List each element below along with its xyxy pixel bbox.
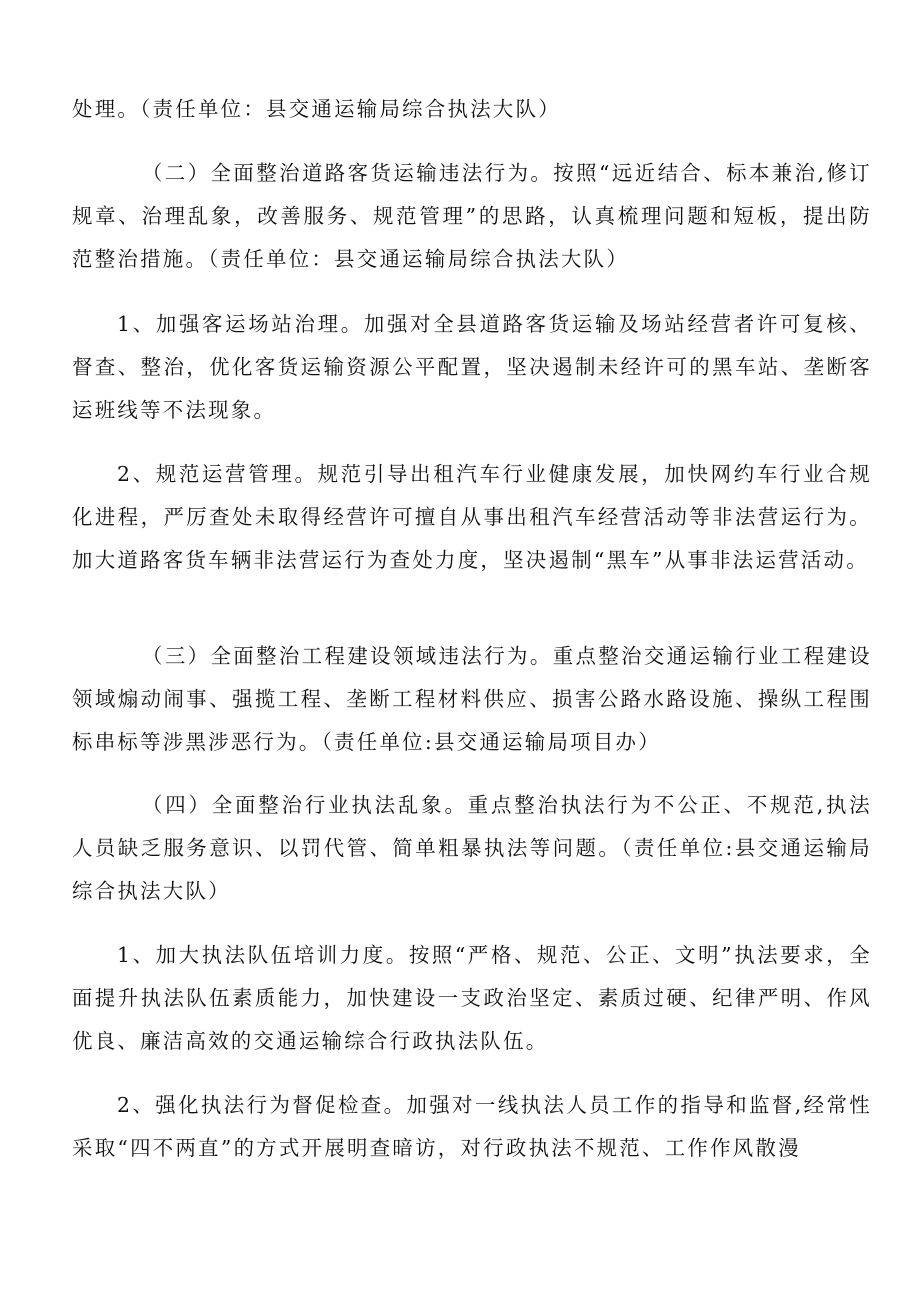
- paragraph-item-2-2: 2、规范运营管理。规范引导出租汽车行业健康发展，加快网约车行业合规化进程，严厉查处未取得经营许可擅自从事出租汽车经营活动等非法营运行为。加大道路客货车辆非法营运行为查处力度，坚决遏制“黑车”从事非法运营活动。: [72, 462, 872, 572]
- paragraph-continuation: 处理。（责任单位：县交通运输局综合执法大队）: [72, 97, 561, 121]
- paragraph-section-4: （四）全面整治行业执法乱象。重点整治执法行为不公正、不规范,执法人员缺乏服务意识、以罚代管、简单粗暴执法等问题。（责任单位:县交通运输局综合执法大队）: [72, 793, 872, 903]
- paragraph-section-2: （二）全面整治道路客货运输违法行为。按照“远近结合、标本兼治,修订规章、治理乱象，改善服务、规范管理”的思路，认真梳理问题和短板，提出防范整治措施。（责任单位：县交通运输局综合执法大队）: [72, 161, 872, 271]
- paragraph-section-3: （三）全面整治工程建设领域违法行为。重点整治交通运输行业工程建设领域煽动闹事、强揽工程、垄断工程材料供应、损害公路水路设施、操纵工程围标串标等涉黑涉恶行为。（责任单位:县交通运输局项目办）: [72, 644, 872, 754]
- paragraph-item-4-2: 2、强化执法行为督促检查。加强对一线执法人员工作的指导和监督,经常性采取“四不两直”的方式开展明查暗访，对行政执法不规范、工作作风散漫: [72, 1093, 872, 1160]
- paragraph-item-2-1: 1、加强客运场站治理。加强对全县道路客货运输及场站经营者许可复核、督查、整治，优化客货运输资源公平配置，坚决遏制未经许可的黑车站、垄断客运班线等不法现象。: [72, 312, 872, 422]
- paragraph-item-4-1: 1、加大执法队伍培训力度。按照“严格、规范、公正、文明”执法要求，全面提升执法队伍素质能力，加快建设一支政治坚定、素质过硬、纪律严明、作风优良、廉洁高效的交通运输综合行政执法队伍。: [72, 943, 872, 1053]
